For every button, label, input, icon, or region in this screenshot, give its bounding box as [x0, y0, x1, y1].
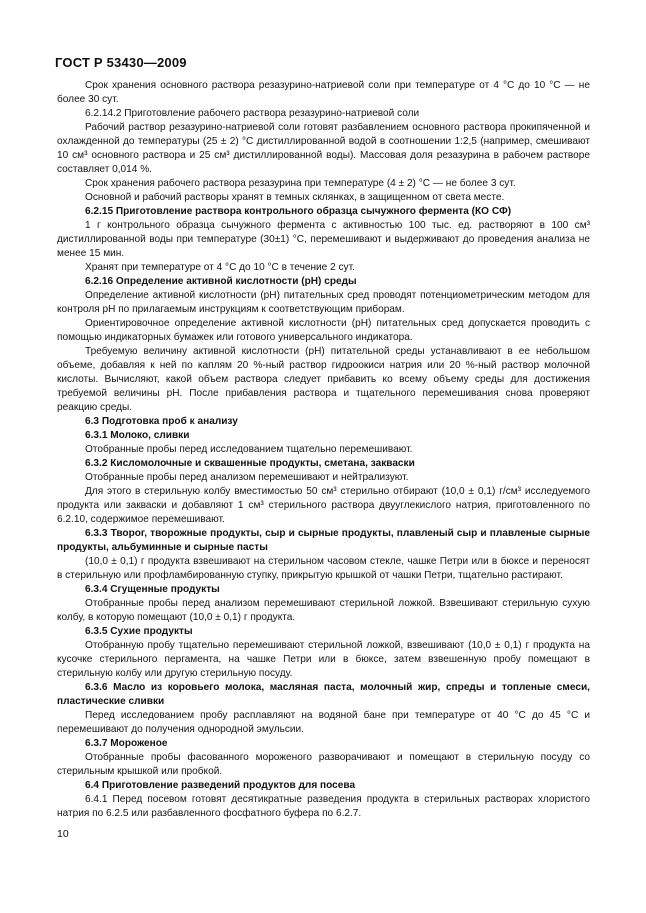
- section-heading: 6.3.2 Кисломолочные и сквашенные продукты, сметана, закваски: [85, 458, 415, 469]
- paragraph: 6.4.1 Перед посевом готовят десятикратные разведения продукта в стерильных растворах хлористого натрия по 6.2.5 или разбавленного фосфатного буфера по 6.2.7.: [57, 794, 590, 819]
- paragraph: 1 г контрольного образца сычужного фермента с активностью 100 тыс. ед. растворяют в 100 см³ дистиллированной воды при температуре (30±1) °С, перемешивают и выдерживают до проведения анализа не менее 15 мин.: [57, 220, 590, 259]
- section-heading: 6.3.7 Мороженое: [85, 738, 168, 749]
- section-heading: 6.3.1 Молоко, сливки: [85, 430, 190, 441]
- section-heading: 6.3 Подготовка проб к анализу: [85, 416, 238, 427]
- paragraph: Рабочий раствор резазурино-натриевой соли готовят разбавлением основного раствора прокипяченной и охлажденной до температуры (25 ± 2) °С дистиллированной водой в соотношении 1:2,5 (например, смешивают 10 см³ основного раствора и 25 см³ дистиллированной воды). Массовая доля резазурина в рабочем растворе составляет 0,014 %.: [57, 122, 590, 175]
- paragraph: Основной и рабочий растворы хранят в темных склянках, в защищенном от света месте.: [85, 192, 505, 203]
- paragraph: Отобранные пробы фасованного мороженого разворачивают и помещают в стерильную посуду со стерильным крышкой или пробкой.: [57, 752, 590, 777]
- section-heading: 6.3.3 Творог, творожные продукты, сыр и сырные продукты, плавленый сыр и плавленые сырные продукты, альбуминные и сырные пасты: [57, 528, 590, 553]
- section-heading: 6.3.4 Сгущенные продукты: [85, 584, 220, 595]
- section-heading: 6.3.5 Сухие продукты: [85, 626, 193, 637]
- paragraph: Хранят при температуре от 4 °С до 10 °С в течение 2 сут.: [85, 262, 355, 273]
- paragraph: Отобранную пробу тщательно перемешивают стерильной ложкой, взвешивают (10,0 ± 0,1) г продукта на кусочке стерильного пергамента, на чашке Петри или в бюксе, затем взвешенную пробу помещают в стерильную колбу или другую стерильную посуду.: [57, 640, 590, 679]
- paragraph: Отобранные пробы перед исследованием тщательно перемешивают.: [85, 444, 413, 455]
- paragraph: Для этого в стерильную колбу вместимостью 50 см³ стерильно отбирают (10,0 ± 0,1) г/см³ исследуемого продукта или закваски и добавляют 1 см³ стерильного раствора двууглекислого натрия, приготовленного по 6.2.10, содержимое перемешивают.: [57, 486, 590, 525]
- document-body: [57, 79, 590, 821]
- section-heading: 6.3.6 Масло из коровьего молока, масляная паста, молочный жир, спреды и топленые смеси, пластические сливки: [57, 682, 590, 707]
- paragraph: Срок хранения основного раствора резазурино-натриевой соли при температуре от 4 °С до 10 °С — не более 30 сут.: [57, 80, 590, 105]
- paragraph: Ориентировочное определение активной кислотности (рН) питательных сред допускается проводить с помощью индикаторных бумажек или готового универсального индикатора.: [57, 318, 590, 343]
- paragraph: (10,0 ± 0,1) г продукта взвешивают на стерильном часовом стекле, чашке Петри или в бюксе и переносят в стерильную или профламбированную ступку, прикрытую крышкой от чашки Петри, тщательно растирают.: [57, 556, 590, 581]
- document-header: ГОСТ Р 53430—2009: [55, 55, 187, 70]
- paragraph: 6.2.14.2 Приготовление рабочего раствора резазурино-натриевой соли: [85, 108, 420, 119]
- paragraph: Требуемую величину активной кислотности (рН) питательной среды устанавливают в ее небольшом объеме, добавляя к ней по каплям 20 %-ный раствор гидроокиси натрия или 20 %-ный раствор молочной кислоты. Вычисляют, какой объем раствора следует прибавить ко всему объему среды для достижения требуемой величины рН. После прибавления раствора и тщательного перемешивания снова проверяют реакцию среды.: [57, 346, 590, 413]
- paragraph: Отобранные пробы перед анализом перемешивают и нейтрализуют.: [85, 472, 409, 483]
- paragraph: Срок хранения рабочего раствора резазурина при температуре (4 ± 2) °С — не более 3 сут.: [85, 178, 516, 189]
- section-heading: 6.2.16 Определение активной кислотности (рН) среды: [85, 276, 357, 287]
- paragraph: Перед исследованием пробу расплавляют на водяной бане при температуре от 40 °С до 45 °С и перемешивают до получения однородной эмульсии.: [57, 710, 590, 735]
- section-heading: 6.2.15 Приготовление раствора контрольного образца сычужного фермента (КО СФ): [85, 206, 512, 217]
- section-heading: 6.4 Приготовление разведений продуктов для посева: [85, 780, 356, 791]
- paragraph: Отобранные пробы перед анализом перемешивают стерильной ложкой. Взвешивают стерильную сухую колбу, в которую помещают (10,0 ± 0,1) г продукта.: [57, 598, 590, 623]
- page-number: 10: [57, 828, 69, 840]
- paragraph: Определение активной кислотности (рН) питательных сред проводят потенциометрическим методом для контроля рН по прилагаемым инструкциям к соответствующим приборам.: [57, 290, 590, 315]
